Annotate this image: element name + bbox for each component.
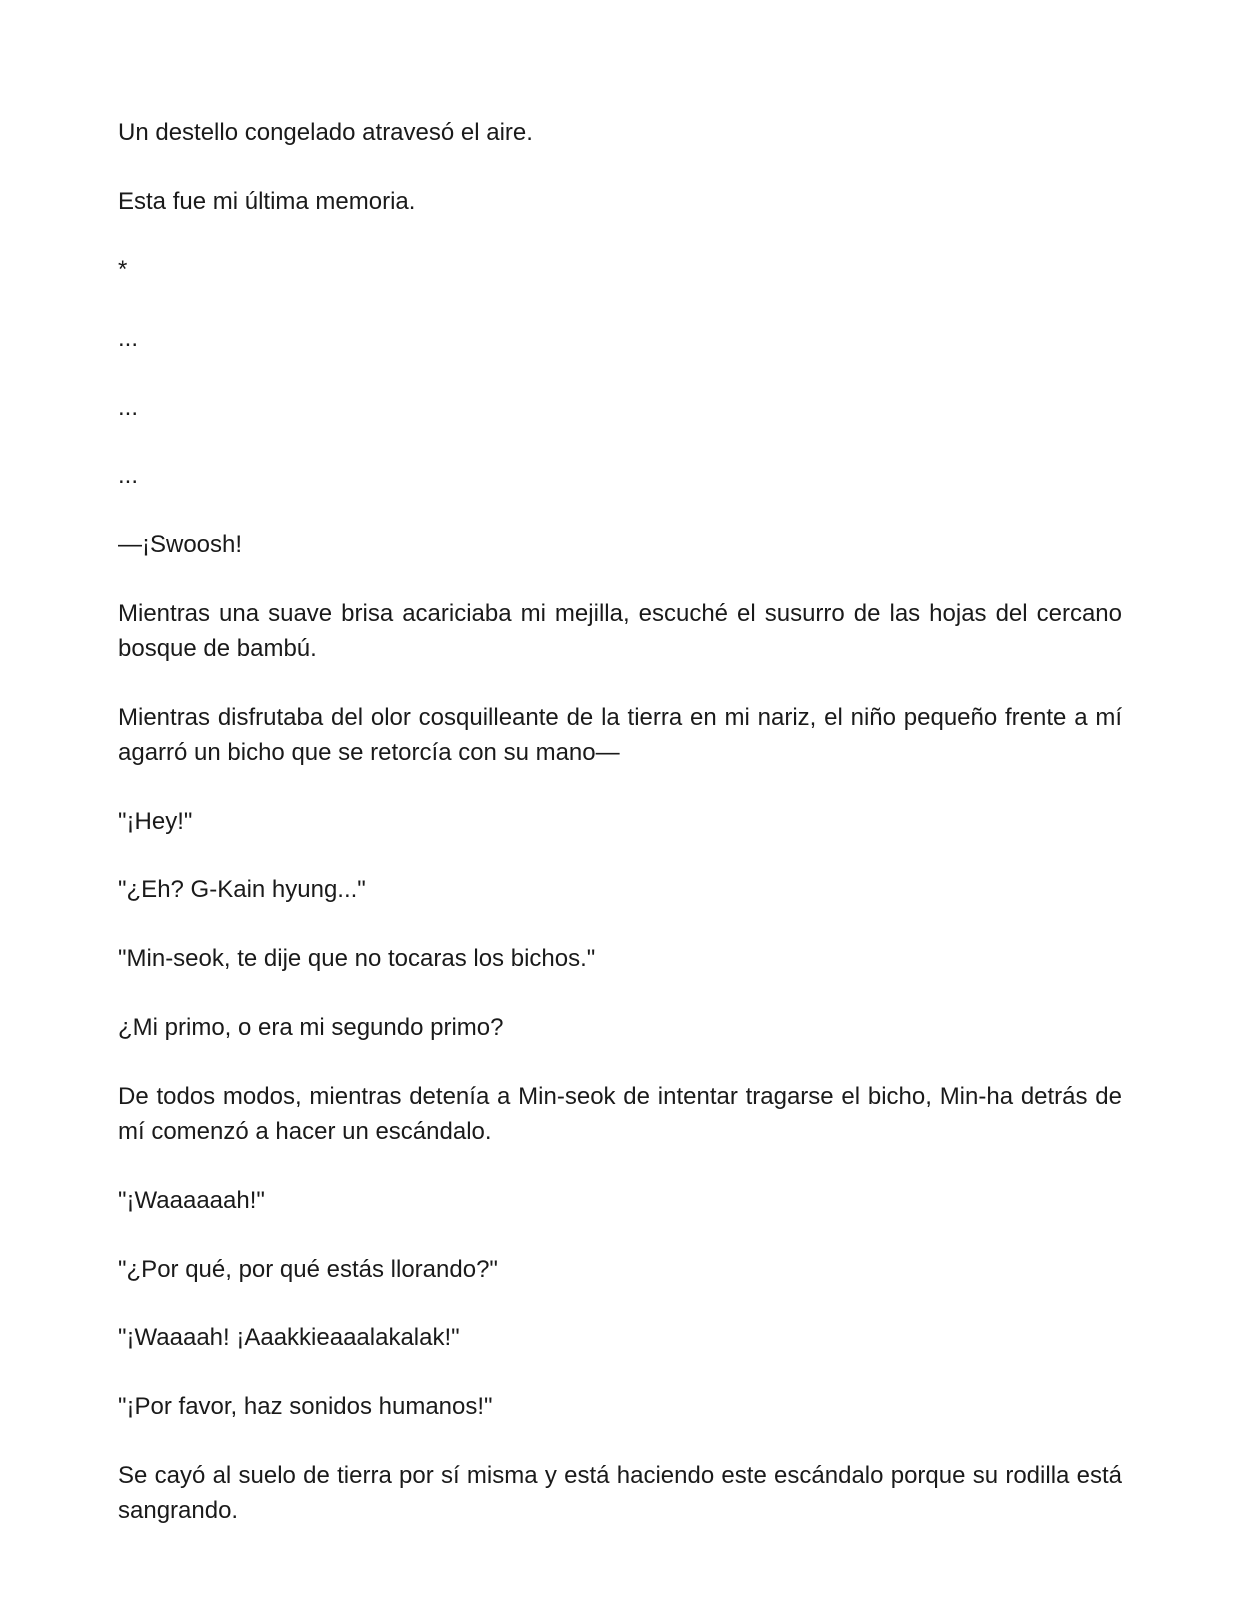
paragraph: Mientras una suave brisa acariciaba mi mejilla, escuché el susurro de las hojas del cercano bosque de bambú. bbox=[118, 600, 1122, 662]
paragraph: Un destello congelado atravesó el aire. bbox=[118, 119, 533, 146]
dialogue-line: "¡Waaaaaah!" bbox=[118, 1187, 265, 1214]
ellipsis-line: ... bbox=[118, 325, 139, 352]
scene-break: * bbox=[118, 256, 128, 283]
dialogue-line: "Min-seok, te dije que no tocaras los bichos." bbox=[118, 945, 596, 972]
paragraph: ¿Mi primo, o era mi segundo primo? bbox=[118, 1014, 504, 1041]
dialogue-line: "¡Por favor, haz sonidos humanos!" bbox=[118, 1393, 493, 1420]
dialogue-line: "¡Waaaah! ¡Aaakkieaaalakalak!" bbox=[118, 1324, 460, 1351]
paragraph: Se cayó al suelo de tierra por sí misma y está haciendo este escándalo porque su rodilla está sangrando. bbox=[118, 1462, 1122, 1524]
paragraph: Mientras disfrutaba del olor cosquilleante de la tierra en mi nariz, el niño pequeño frente a mí agarró un bicho que se retorcía con su mano— bbox=[118, 704, 1122, 766]
ellipsis-line: ... bbox=[118, 394, 139, 421]
dialogue-line: "¡Hey!" bbox=[118, 808, 193, 835]
dialogue-line: "¿Eh? G-Kain hyung..." bbox=[118, 876, 366, 903]
dialogue-line: "¿Por qué, por qué estás llorando?" bbox=[118, 1256, 498, 1283]
paragraph: Esta fue mi última memoria. bbox=[118, 188, 416, 215]
ellipsis-line: ... bbox=[118, 462, 139, 489]
paragraph: —¡Swoosh! bbox=[118, 531, 243, 558]
paragraph: De todos modos, mientras detenía a Min-seok de intentar tragarse el bicho, Min-ha detrás de mí comenzó a hacer un escándalo. bbox=[118, 1083, 1122, 1145]
